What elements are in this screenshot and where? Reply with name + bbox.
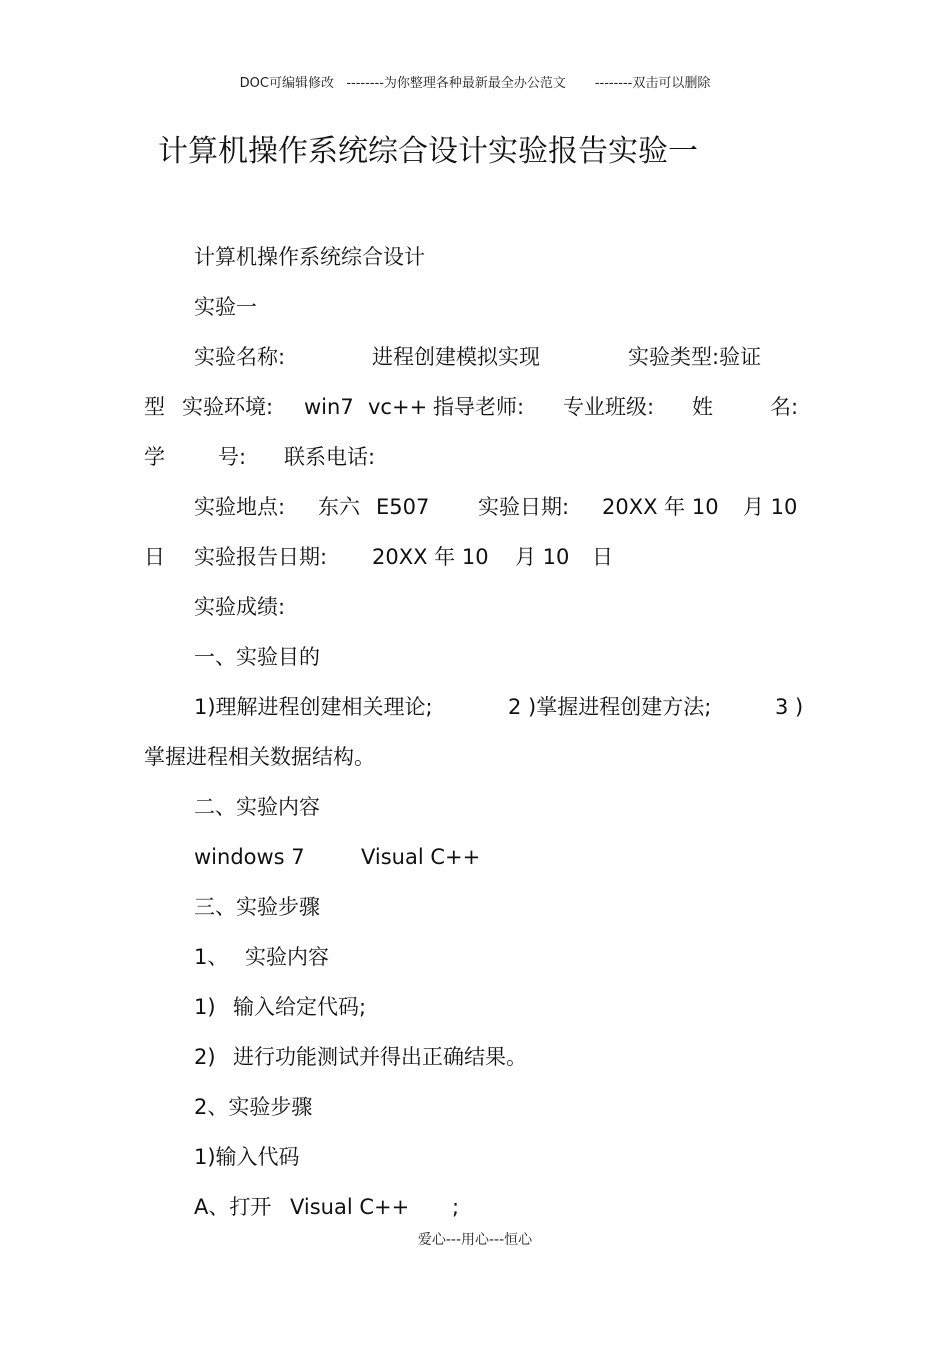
step-1-title: 实验内容 [245, 945, 329, 969]
environment-os: win7 [304, 395, 354, 419]
report-date-month-day: 月 10 [515, 545, 570, 569]
experiment-date-month-day: 月 10 [743, 495, 798, 519]
experiment-type-cont: 型 [144, 395, 165, 419]
step-2-item-1: 1)输入代码 [194, 1145, 300, 1169]
step-1-item-1-number: 1) [194, 995, 216, 1019]
report-date-label: 实验报告日期: [194, 545, 328, 569]
student-id-label-part1: 学 [144, 445, 165, 469]
header-delete-hint: --------双击可以删除 [594, 76, 711, 91]
instructor-label: 指导老师: [433, 395, 525, 419]
header-tagline: --------为你整理各种最新最全办公范文 [346, 76, 566, 91]
section-heading-steps: 三、实验步骤 [194, 895, 320, 919]
content-ide: Visual C++ [361, 845, 481, 869]
experiment-date-year-month: 20XX 年 10 [602, 495, 719, 519]
name-label-part2: 名: [770, 395, 799, 419]
step-2-substep-a-ide: Visual C++ [290, 1195, 410, 1219]
content-os: windows 7 [194, 845, 305, 869]
step-1-number: 1、 [194, 945, 229, 969]
experiment-number: 实验一 [194, 295, 257, 319]
page-header [0, 72, 950, 91]
experiment-type: 实验类型:验证 [628, 345, 762, 369]
objective-item-3-start: 3 ) [775, 695, 804, 719]
step-1-item-2-number: 2) [194, 1045, 216, 1069]
section-heading-content: 二、实验内容 [194, 795, 320, 819]
environment-ide: vc++ [368, 395, 428, 419]
document-title: 计算机操作系统综合设计实验报告实验一 [158, 134, 698, 169]
environment-label: 实验环境: [182, 395, 274, 419]
location-room: E507 [376, 495, 430, 519]
step-1-item-2-text: 进行功能测试并得出正确结果。 [233, 1045, 527, 1069]
objective-item-2: 2 )掌握进程创建方法; [508, 695, 712, 719]
step-1-item-1-text: 输入给定代码; [233, 995, 367, 1019]
name-label-part1: 姓 [692, 395, 713, 419]
location-building: 东六 [318, 495, 360, 519]
step-2-title: 2、实验步骤 [194, 1095, 313, 1119]
report-date-day-suffix: 日 [592, 545, 613, 569]
objective-item-1: 1)理解进程创建相关理论; [194, 695, 433, 719]
grade-label: 实验成绩: [194, 595, 286, 619]
header-doc-label: DOC可编辑修改 [239, 76, 334, 91]
experiment-name-label: 实验名称: [194, 345, 286, 369]
location-label: 实验地点: [194, 495, 286, 519]
phone-label: 联系电话: [284, 445, 376, 469]
experiment-date-label: 实验日期: [478, 495, 570, 519]
class-label: 专业班级: [563, 395, 655, 419]
page-footer: 爱心---用心---恒心 [417, 1232, 533, 1248]
report-date-year-month: 20XX 年 10 [372, 545, 489, 569]
section-heading-objective: 一、实验目的 [194, 645, 320, 669]
experiment-date-day-suffix: 日 [144, 545, 165, 569]
course-name: 计算机操作系统综合设计 [194, 245, 425, 269]
student-id-label-part2: 号: [218, 445, 247, 469]
step-2-substep-a-label: A、打开 [194, 1195, 272, 1219]
step-2-substep-a-semicolon: ; [452, 1195, 460, 1219]
objective-item-3-text: 掌握进程相关数据结构。 [144, 745, 375, 769]
experiment-name-value: 进程创建模拟实现 [372, 345, 540, 369]
